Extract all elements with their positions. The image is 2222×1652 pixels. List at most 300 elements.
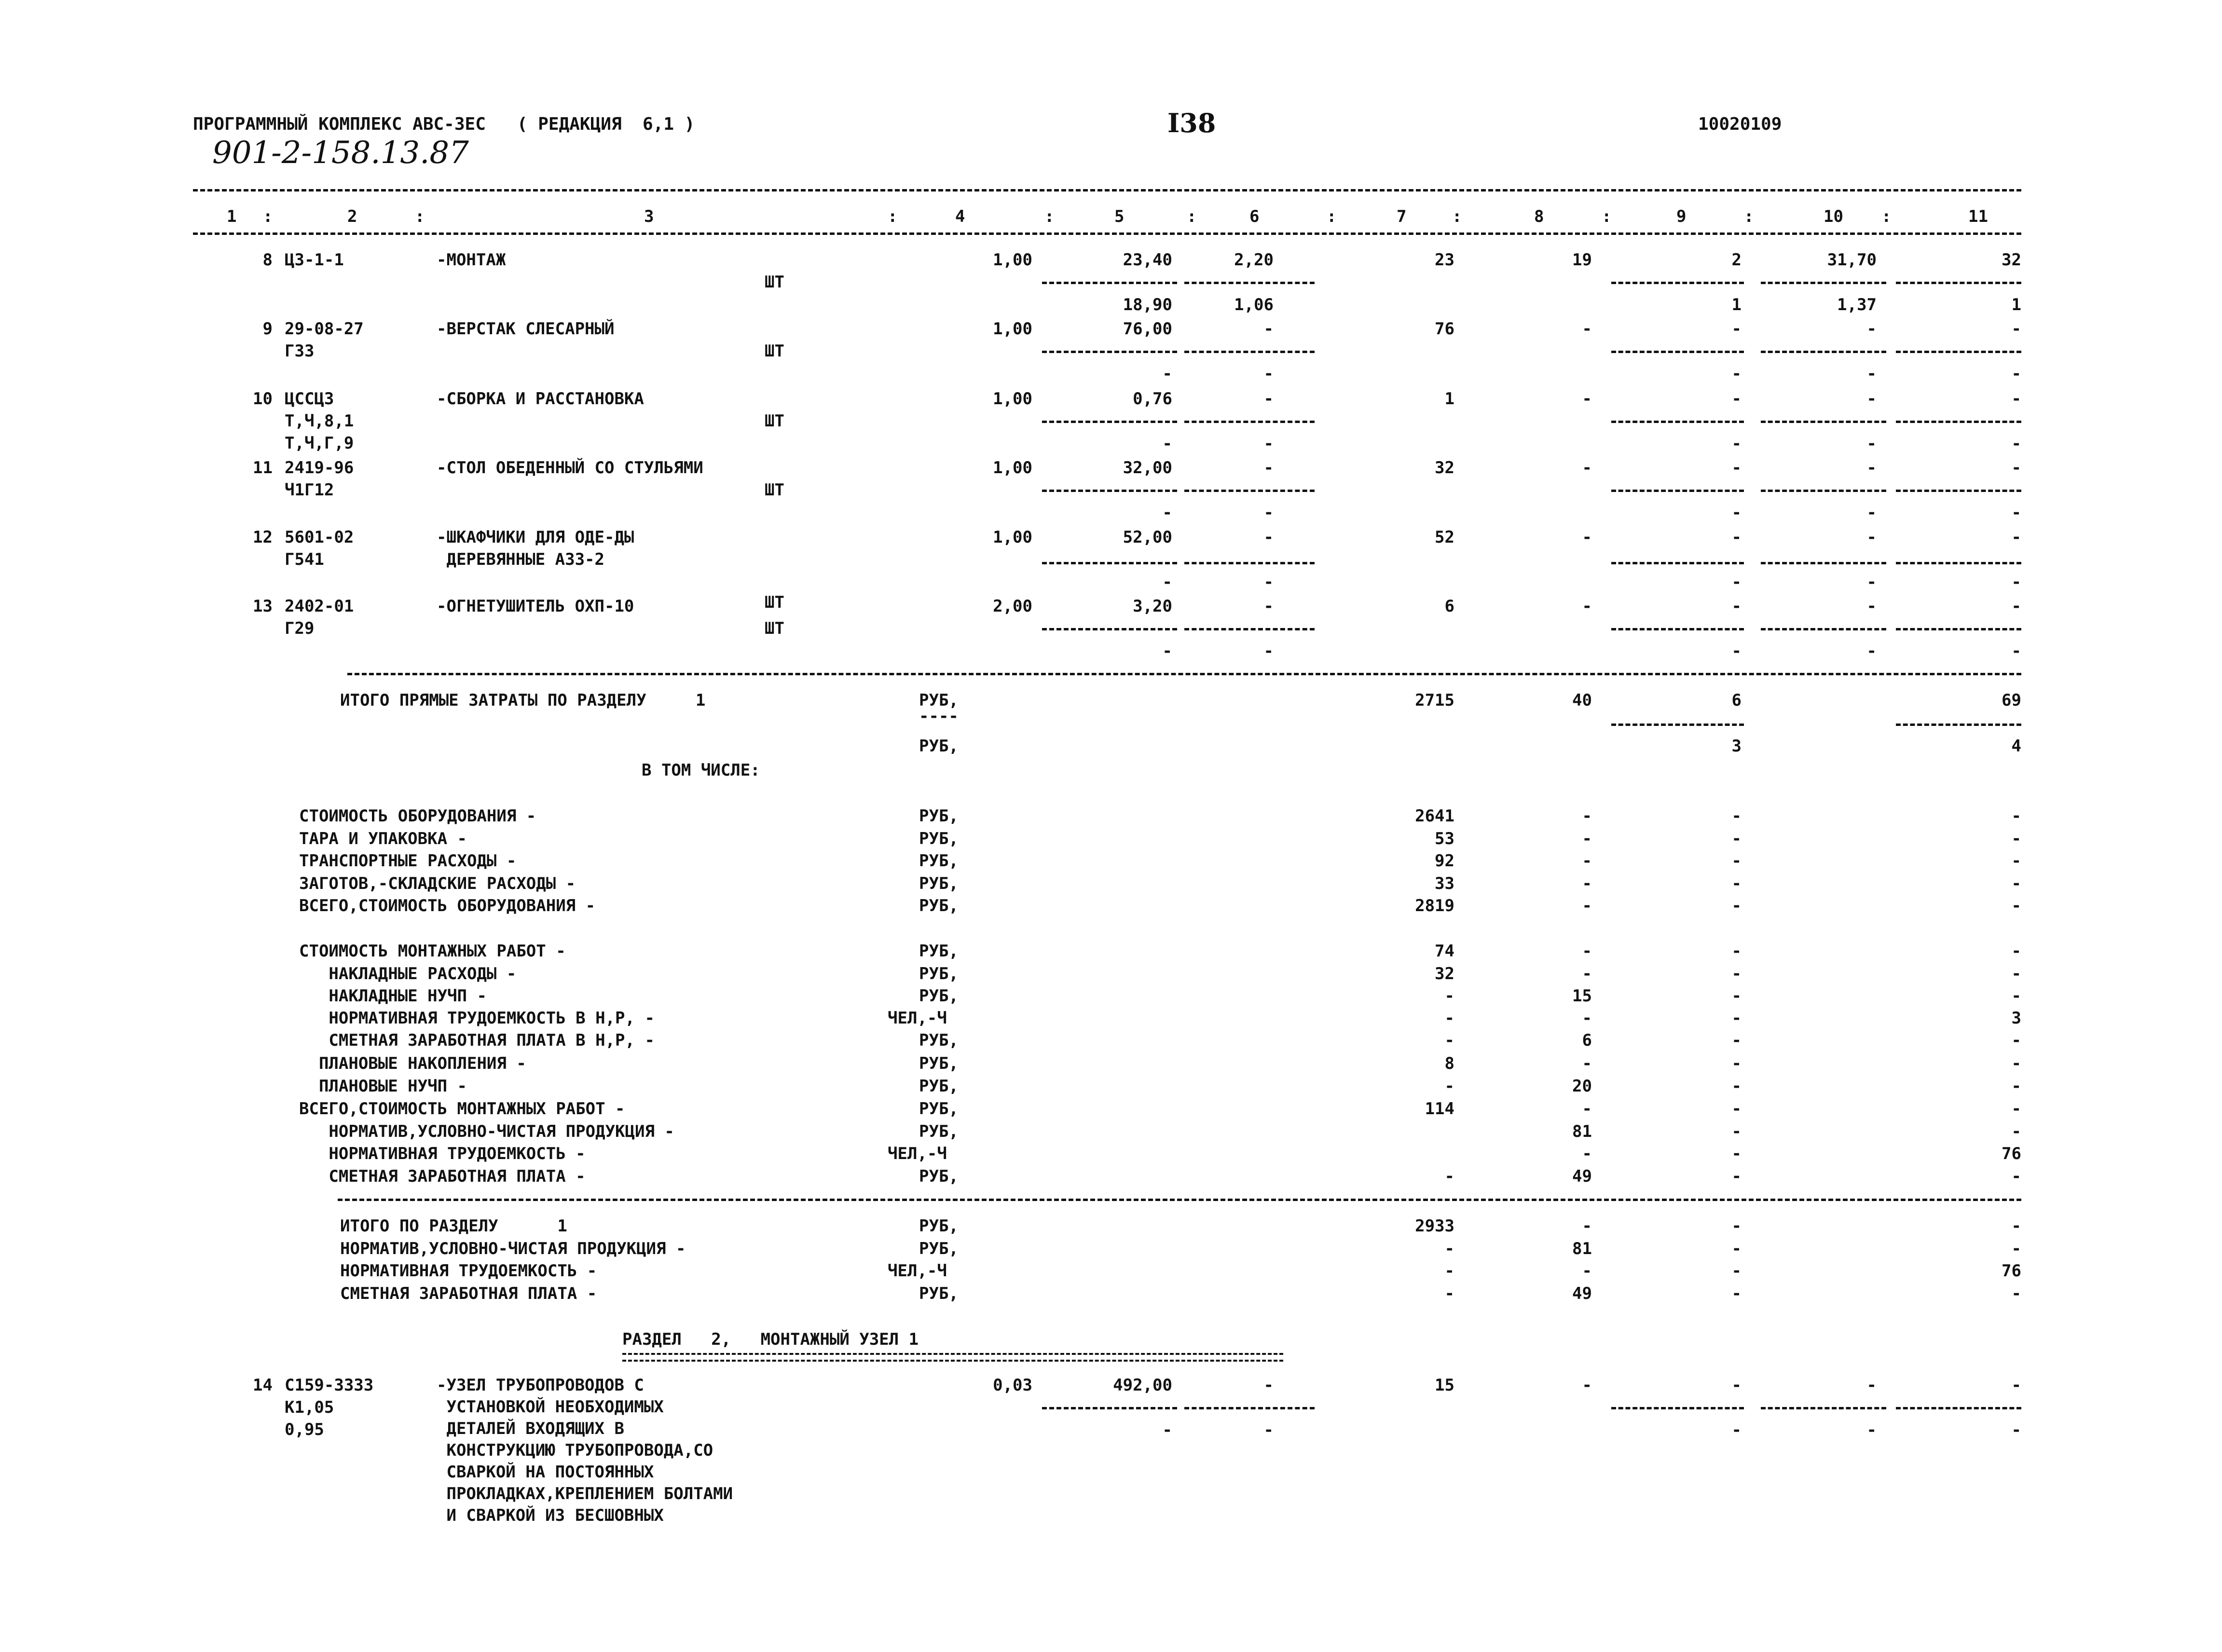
item-sub-9: -: [1731, 1420, 1742, 1440]
total-direct-subrule: [1896, 724, 2021, 726]
breakdown-col-8: 20: [1572, 1077, 1592, 1096]
item-sub-9: -: [1731, 642, 1742, 661]
section-total-unit: ЧЕЛ,-Ч: [888, 1261, 947, 1281]
breakdown-col-11: -: [2011, 806, 2021, 826]
item-sub-9: -: [1731, 364, 1742, 383]
section-total-col-9: -: [1731, 1284, 1742, 1303]
item-quantity: 1,00: [993, 319, 1032, 339]
item-sub-10: -: [1866, 503, 1877, 522]
item-col-8: -: [1582, 458, 1592, 478]
section-total-unit: РУБ,: [919, 1239, 959, 1258]
item-col-5: 32,00: [1123, 458, 1172, 478]
breakdown-unit: РУБ,: [919, 964, 959, 983]
item-subrule: [1042, 628, 1177, 630]
item-subrule: [1042, 421, 1177, 423]
item-subrule: [1896, 421, 2021, 423]
breakdown-col-9: -: [1731, 1009, 1742, 1028]
breakdown-col-9: -: [1731, 874, 1742, 893]
item-subrule: [1761, 490, 1886, 492]
section-total-label: ИТОГО ПО РАЗДЕЛУ 1: [340, 1216, 567, 1236]
section-total-col-7: -: [1444, 1261, 1454, 1281]
item-col-11: -: [2011, 1376, 2021, 1395]
breakdown-col-9: -: [1731, 806, 1742, 826]
section-total-col-9: -: [1731, 1261, 1742, 1281]
breakdown-col-8: -: [1582, 1144, 1592, 1163]
total-direct-unit-2: РУБ,: [919, 737, 959, 756]
breakdown-unit: РУБ,: [919, 806, 959, 826]
breakdown-col-11: -: [2011, 1054, 2021, 1073]
item-number: 8: [262, 250, 273, 270]
item-name: -СБОРКА И РАССТАНОВКА: [437, 389, 644, 409]
including-label: В ТОМ ЧИСЛЕ:: [642, 761, 760, 780]
breakdown-col-8: -: [1582, 896, 1592, 915]
breakdown-col-9: -: [1731, 942, 1742, 961]
item-col-9: -: [1731, 1376, 1742, 1395]
item-sub-5: -: [1162, 573, 1172, 592]
breakdown-unit: РУБ,: [919, 1077, 959, 1096]
item-name: -ШКАФЧИКИ ДЛЯ ОДЕ-ДЫ: [437, 528, 634, 547]
breakdown-col-11: 76: [2002, 1144, 2021, 1163]
item-name: СВАРКОЙ НА ПОСТОЯННЫХ: [437, 1462, 654, 1482]
breakdown-col-11: -: [2011, 829, 2021, 848]
column-header-1: 1: [227, 207, 237, 226]
section-2-title: РАЗДЕЛ 2, МОНТАЖНЫЙ УЗЕЛ 1: [622, 1330, 919, 1349]
breakdown-col-9: -: [1731, 1077, 1742, 1096]
item-sub-5: 18,90: [1123, 295, 1172, 314]
breakdown-col-11: -: [2011, 874, 2021, 893]
column-separator: :: [263, 207, 273, 226]
item-quantity: 0,03: [993, 1376, 1032, 1395]
item-subrule: [1896, 562, 2021, 564]
item-number: 14: [253, 1376, 273, 1395]
item-subrule: [1761, 628, 1886, 630]
breakdown-col-9: -: [1731, 964, 1742, 983]
item-col-9: -: [1731, 528, 1742, 547]
total-direct-col-8: 40: [1572, 691, 1592, 710]
item-sub-6: 1,06: [1234, 295, 1274, 314]
breakdown-col-11: 3: [2011, 1009, 2021, 1028]
item-col-10: -: [1866, 319, 1877, 339]
section-total-col-9: -: [1731, 1239, 1742, 1258]
item-sub-6: -: [1263, 1420, 1274, 1440]
breakdown-unit: РУБ,: [919, 896, 959, 915]
item-col-10: -: [1866, 1376, 1877, 1395]
item-sub-11: -: [2011, 503, 2021, 522]
item-col-6: -: [1263, 528, 1274, 547]
item-col-5: 0,76: [1133, 389, 1172, 409]
breakdown-col-7: 53: [1435, 829, 1454, 848]
rule-breakdown-end: [338, 1199, 2021, 1201]
breakdown-col-11: -: [2011, 986, 2021, 1006]
breakdown-label: ВСЕГО,СТОИМОСТЬ МОНТАЖНЫХ РАБОТ -: [299, 1099, 625, 1119]
item-col-9: -: [1731, 458, 1742, 478]
item-subrule: [1184, 1407, 1315, 1409]
item-subrule: [1761, 562, 1886, 564]
document-number: 10020109: [1698, 114, 1782, 134]
item-col-7: 76: [1435, 319, 1454, 339]
breakdown-col-9: -: [1731, 1054, 1742, 1073]
item-name: -СТОЛ ОБЕДЕННЫЙ СО СТУЛЬЯМИ: [437, 458, 703, 478]
item-code: Т,Ч,Г,9: [285, 434, 354, 453]
item-col-7: 6: [1444, 597, 1454, 616]
breakdown-col-11: -: [2011, 1077, 2021, 1096]
item-subrule: [1896, 628, 2021, 630]
breakdown-unit: РУБ,: [919, 1122, 959, 1141]
item-sub-11: -: [2011, 364, 2021, 383]
item-unit: ШТ: [765, 273, 784, 292]
breakdown-col-7: -: [1444, 1031, 1454, 1050]
item-sub-10: -: [1866, 1420, 1877, 1440]
section-total-col-7: 2933: [1415, 1216, 1454, 1236]
column-separator: :: [415, 207, 425, 226]
column-header-4: 4: [955, 207, 965, 226]
breakdown-col-7: 2819: [1415, 896, 1454, 915]
breakdown-label: ПЛАНОВЫЕ НУЧП -: [299, 1077, 467, 1096]
item-subrule: [1184, 628, 1315, 630]
breakdown-col-11: -: [2011, 1167, 2021, 1186]
item-name: КОНСТРУКЦИЮ ТРУБОПРОВОДА,СО: [437, 1441, 713, 1460]
breakdown-col-8: -: [1582, 829, 1592, 848]
page-number: I38: [1167, 108, 1216, 138]
item-col-11: -: [2011, 458, 2021, 478]
breakdown-unit: РУБ,: [919, 1099, 959, 1119]
item-code: Ч1Г12: [285, 480, 334, 500]
breakdown-col-9: -: [1731, 1144, 1742, 1163]
section-total-col-7: -: [1444, 1239, 1454, 1258]
breakdown-col-8: 81: [1572, 1122, 1592, 1141]
item-code: 29-08-27: [285, 319, 364, 339]
item-col-8: -: [1582, 528, 1592, 547]
item-subrule: [1761, 421, 1886, 423]
item-sub-6: -: [1263, 503, 1274, 522]
breakdown-label: СМЕТНАЯ ЗАРАБОТНАЯ ПЛАТА В Н,Р, -: [299, 1031, 655, 1050]
item-code: 2419-96: [285, 458, 354, 478]
column-separator: :: [1744, 207, 1754, 226]
breakdown-col-11: -: [2011, 896, 2021, 915]
item-col-7: 32: [1435, 458, 1454, 478]
breakdown-col-11: -: [2011, 964, 2021, 983]
item-subrule: [1184, 351, 1315, 353]
section-total-col-7: -: [1444, 1284, 1454, 1303]
item-subrule: [1042, 282, 1177, 284]
item-code: Г33: [285, 341, 315, 361]
item-col-7: 1: [1444, 389, 1454, 409]
item-col-6: -: [1263, 319, 1274, 339]
item-name: УСТАНОВКОЙ НЕОБХОДИМЫХ: [437, 1397, 664, 1417]
item-subrule: [1611, 421, 1744, 423]
column-separator: :: [888, 207, 898, 226]
item-col-11: -: [2011, 389, 2021, 409]
item-subrule: [1611, 490, 1744, 492]
breakdown-col-11: -: [2011, 942, 2021, 961]
column-header-6: 6: [1249, 207, 1260, 226]
breakdown-col-9: -: [1731, 1122, 1742, 1141]
program-header: ПРОГРАММНЫЙ КОМПЛЕКС АВС-3ЕС ( РЕДАКЦИЯ 6,1 ): [193, 114, 695, 134]
section-total-col-8: 81: [1572, 1239, 1592, 1258]
item-col-5: 52,00: [1123, 528, 1172, 547]
section-total-col-11: -: [2011, 1284, 2021, 1303]
column-header-10: 10: [1824, 207, 1843, 226]
total-direct-col-9: 6: [1731, 691, 1742, 710]
column-header-9: 9: [1676, 207, 1687, 226]
item-subrule: [1611, 282, 1744, 284]
rule-top: [193, 189, 2021, 191]
item-sub-10: -: [1866, 573, 1877, 592]
total-direct-col-7: 2715: [1415, 691, 1454, 710]
item-code: 2402-01: [285, 597, 354, 616]
breakdown-label: НОРМАТИВ,УСЛОВНО-ЧИСТАЯ ПРОДУКЦИЯ -: [299, 1122, 674, 1141]
column-header-2: 2: [347, 207, 357, 226]
breakdown-col-8: -: [1582, 964, 1592, 983]
item-col-6: 2,20: [1234, 250, 1274, 270]
breakdown-col-8: -: [1582, 1054, 1592, 1073]
item-col-10: 31,70: [1827, 250, 1877, 270]
item-sub-5: -: [1162, 434, 1172, 453]
item-col-10: -: [1866, 458, 1877, 478]
item-code: 0,95: [285, 1420, 324, 1439]
breakdown-col-8: 6: [1582, 1031, 1592, 1050]
item-sub-5: -: [1162, 642, 1172, 661]
item-subrule: [1042, 562, 1177, 564]
breakdown-label: НАКЛАДНЫЕ НУЧП -: [299, 986, 487, 1006]
breakdown-col-7: 92: [1435, 851, 1454, 871]
item-col-5: 3,20: [1133, 597, 1172, 616]
total-direct-col-11: 69: [2002, 691, 2021, 710]
breakdown-col-8: -: [1582, 874, 1592, 893]
section-total-label: СМЕТНАЯ ЗАРАБОТНАЯ ПЛАТА -: [340, 1284, 597, 1303]
item-col-8: -: [1582, 597, 1592, 616]
item-unit: ШТ: [765, 411, 784, 431]
item-subrule: [1896, 351, 2021, 353]
breakdown-unit: РУБ,: [919, 1054, 959, 1073]
breakdown-col-9: -: [1731, 851, 1742, 871]
item-sub-6: -: [1263, 573, 1274, 592]
breakdown-unit: ЧЕЛ,-Ч: [888, 1009, 947, 1028]
item-number: 10: [253, 389, 273, 409]
column-header-3: 3: [644, 207, 654, 226]
item-col-7: 52: [1435, 528, 1454, 547]
item-name: И СВАРКОЙ ИЗ БЕСШОВНЫХ: [437, 1506, 664, 1525]
item-col-8: -: [1582, 389, 1592, 409]
item-sub-11: -: [2011, 573, 2021, 592]
item-subrule: [1611, 351, 1744, 353]
breakdown-unit: РУБ,: [919, 986, 959, 1006]
item-subrule: [1896, 282, 2021, 284]
item-sub-9: -: [1731, 434, 1742, 453]
item-sub-6: -: [1263, 364, 1274, 383]
item-col-6: -: [1263, 458, 1274, 478]
item-code: С159-3333: [285, 1376, 374, 1395]
item-subrule: [1611, 1407, 1744, 1409]
item-col-7: 15: [1435, 1376, 1454, 1395]
item-subrule: [1896, 490, 2021, 492]
breakdown-unit: РУБ,: [919, 874, 959, 893]
breakdown-col-8: 49: [1572, 1167, 1592, 1186]
column-header-5: 5: [1114, 207, 1125, 226]
item-unit: ШТ: [765, 480, 784, 500]
item-name: -ОГНЕТУШИТЕЛЬ ОХП-10: [437, 597, 634, 616]
item-code: 5601-02: [285, 528, 354, 547]
item-code: Т,Ч,8,1: [285, 411, 354, 431]
column-separator: :: [1452, 207, 1462, 226]
column-separator: :: [1327, 207, 1337, 226]
breakdown-col-8: 15: [1572, 986, 1592, 1006]
section-total-col-8: -: [1582, 1261, 1592, 1281]
breakdown-col-8: -: [1582, 942, 1592, 961]
item-unit: ШТ: [765, 341, 784, 361]
item-quantity: 2,00: [993, 597, 1032, 616]
item-sub-11: 1: [2011, 295, 2021, 314]
handwritten-code: 901-2-158.13.87: [212, 135, 469, 171]
section-total-unit: РУБ,: [919, 1284, 959, 1303]
total-direct-label: ИТОГО ПРЯМЫЕ ЗАТРАТЫ ПО РАЗДЕЛУ 1: [340, 691, 706, 710]
item-col-8: 19: [1572, 250, 1592, 270]
item-subrule: [1761, 351, 1886, 353]
item-subrule: [1761, 282, 1886, 284]
item-sub-11: -: [2011, 642, 2021, 661]
breakdown-col-11: -: [2011, 1122, 2021, 1141]
breakdown-unit: РУБ,: [919, 1167, 959, 1186]
breakdown-col-8: -: [1582, 806, 1592, 826]
item-col-5: 76,00: [1123, 319, 1172, 339]
item-col-11: -: [2011, 597, 2021, 616]
section-total-col-11: -: [2011, 1216, 2021, 1236]
item-code: ЦЗ-1-1: [285, 250, 344, 270]
item-sub-9: 1: [1731, 295, 1742, 314]
breakdown-col-11: -: [2011, 1099, 2021, 1119]
breakdown-col-11: -: [2011, 851, 2021, 871]
breakdown-label: ТРАНСПОРТНЫЕ РАСХОДЫ -: [299, 851, 517, 871]
item-col-8: -: [1582, 1376, 1592, 1395]
item-unit: ШТ: [765, 593, 784, 612]
item-col-7: 23: [1435, 250, 1454, 270]
breakdown-unit: РУБ,: [919, 1031, 959, 1050]
item-subrule: [1042, 1407, 1177, 1409]
section-total-col-11: 76: [2002, 1261, 2021, 1281]
item-subrule: [1042, 490, 1177, 492]
item-col-8: -: [1582, 319, 1592, 339]
breakdown-col-7: -: [1444, 1167, 1454, 1186]
item-sub-11: -: [2011, 1420, 2021, 1440]
item-quantity: 1,00: [993, 528, 1032, 547]
item-sub-5: -: [1162, 1420, 1172, 1440]
rule-items-end: [347, 673, 2021, 675]
item-name: -УЗЕЛ ТРУБОПРОВОДОВ С: [437, 1376, 644, 1395]
item-code: К1,05: [285, 1398, 334, 1417]
breakdown-col-7: -: [1444, 1077, 1454, 1096]
total-direct-unit-underline: ----: [919, 707, 959, 726]
item-col-10: -: [1866, 597, 1877, 616]
item-col-5: 492,00: [1113, 1376, 1172, 1395]
breakdown-unit: РУБ,: [919, 942, 959, 961]
breakdown-label: НОРМАТИВНАЯ ТРУДОЕМКОСТЬ В Н,Р, -: [299, 1009, 655, 1028]
item-sub-11: -: [2011, 434, 2021, 453]
item-subrule: [1896, 1407, 2021, 1409]
item-code: Г29: [285, 619, 315, 638]
item-quantity: 1,00: [993, 250, 1032, 270]
item-name: -ВЕРСТАК СЛЕСАРНЫЙ: [437, 319, 615, 339]
breakdown-label: НОРМАТИВНАЯ ТРУДОЕМКОСТЬ -: [299, 1144, 586, 1163]
breakdown-label: ПЛАНОВЫЕ НАКОПЛЕНИЯ -: [299, 1054, 526, 1073]
total-direct-unit: РУБ,: [919, 691, 959, 710]
breakdown-label: ЗАГОТОВ,-СКЛАДСКИЕ РАСХОДЫ -: [299, 874, 576, 893]
item-col-11: -: [2011, 319, 2021, 339]
breakdown-col-7: -: [1444, 986, 1454, 1006]
item-name: ДЕРЕВЯННЫЕ А33-2: [437, 550, 604, 569]
item-subrule: [1761, 1407, 1886, 1409]
item-subrule: [1184, 562, 1315, 564]
item-subrule: [1042, 351, 1177, 353]
item-subrule: [1184, 282, 1315, 284]
item-sub-6: -: [1263, 642, 1274, 661]
column-header-7: 7: [1397, 207, 1407, 226]
section-total-label: НОРМАТИВНАЯ ТРУДОЕМКОСТЬ -: [340, 1261, 597, 1281]
section-total-col-8: 49: [1572, 1284, 1592, 1303]
breakdown-label: СТОИМОСТЬ МОНТАЖНЫХ РАБОТ -: [299, 942, 566, 961]
item-col-5: 23,40: [1123, 250, 1172, 270]
breakdown-col-7: 2641: [1415, 806, 1454, 826]
breakdown-col-7: 33: [1435, 874, 1454, 893]
item-name: ПРОКЛАДКАХ,КРЕПЛЕНИЕМ БОЛТАМИ: [437, 1484, 733, 1503]
breakdown-col-7: -: [1444, 1009, 1454, 1028]
item-sub-9: -: [1731, 503, 1742, 522]
item-sub-5: -: [1162, 503, 1172, 522]
breakdown-col-8: -: [1582, 1099, 1592, 1119]
item-col-9: -: [1731, 319, 1742, 339]
column-separator: :: [1187, 207, 1197, 226]
breakdown-unit: РУБ,: [919, 829, 959, 848]
section-total-col-11: -: [2011, 1239, 2021, 1258]
breakdown-col-7: 114: [1425, 1099, 1454, 1119]
total-direct-col-11b: 4: [2011, 737, 2021, 756]
item-name: ДЕТАЛЕЙ ВХОДЯЩИХ В: [437, 1419, 624, 1438]
item-subrule: [1611, 562, 1744, 564]
breakdown-col-11: -: [2011, 1031, 2021, 1050]
item-code: ЦССЦЗ: [285, 389, 334, 409]
breakdown-col-8: -: [1582, 1009, 1592, 1028]
breakdown-label: ВСЕГО,СТОИМОСТЬ ОБОРУДОВАНИЯ -: [299, 896, 596, 915]
item-col-6: -: [1263, 1376, 1274, 1395]
breakdown-label: СМЕТНАЯ ЗАРАБОТНАЯ ПЛАТА -: [299, 1167, 586, 1186]
item-sub-10: 1,37: [1837, 295, 1877, 314]
item-unit: ШТ: [765, 619, 784, 638]
item-subrule: [1184, 490, 1315, 492]
breakdown-col-9: -: [1731, 896, 1742, 915]
item-number: 13: [253, 597, 273, 616]
item-col-6: -: [1263, 389, 1274, 409]
breakdown-col-9: -: [1731, 1167, 1742, 1186]
item-subrule: [1184, 421, 1315, 423]
breakdown-col-9: -: [1731, 1099, 1742, 1119]
item-col-9: -: [1731, 597, 1742, 616]
section-total-col-9: -: [1731, 1216, 1742, 1236]
item-name: -МОНТАЖ: [437, 250, 506, 270]
rule-header-bottom: [193, 232, 2021, 235]
breakdown-col-9: -: [1731, 986, 1742, 1006]
item-col-11: 32: [2002, 250, 2021, 270]
section-total-label: НОРМАТИВ,УСЛОВНО-ЧИСТАЯ ПРОДУКЦИЯ -: [340, 1239, 686, 1258]
item-number: 12: [253, 528, 273, 547]
breakdown-col-7: 32: [1435, 964, 1454, 983]
item-code: Г541: [285, 550, 324, 569]
total-direct-col-9b: 3: [1731, 737, 1742, 756]
breakdown-label: ТАРА И УПАКОВКА -: [299, 829, 467, 848]
item-number: 11: [253, 458, 273, 478]
item-sub-10: -: [1866, 364, 1877, 383]
column-separator: :: [1602, 207, 1612, 226]
breakdown-col-7: 8: [1444, 1054, 1454, 1073]
item-quantity: 1,00: [993, 458, 1032, 478]
